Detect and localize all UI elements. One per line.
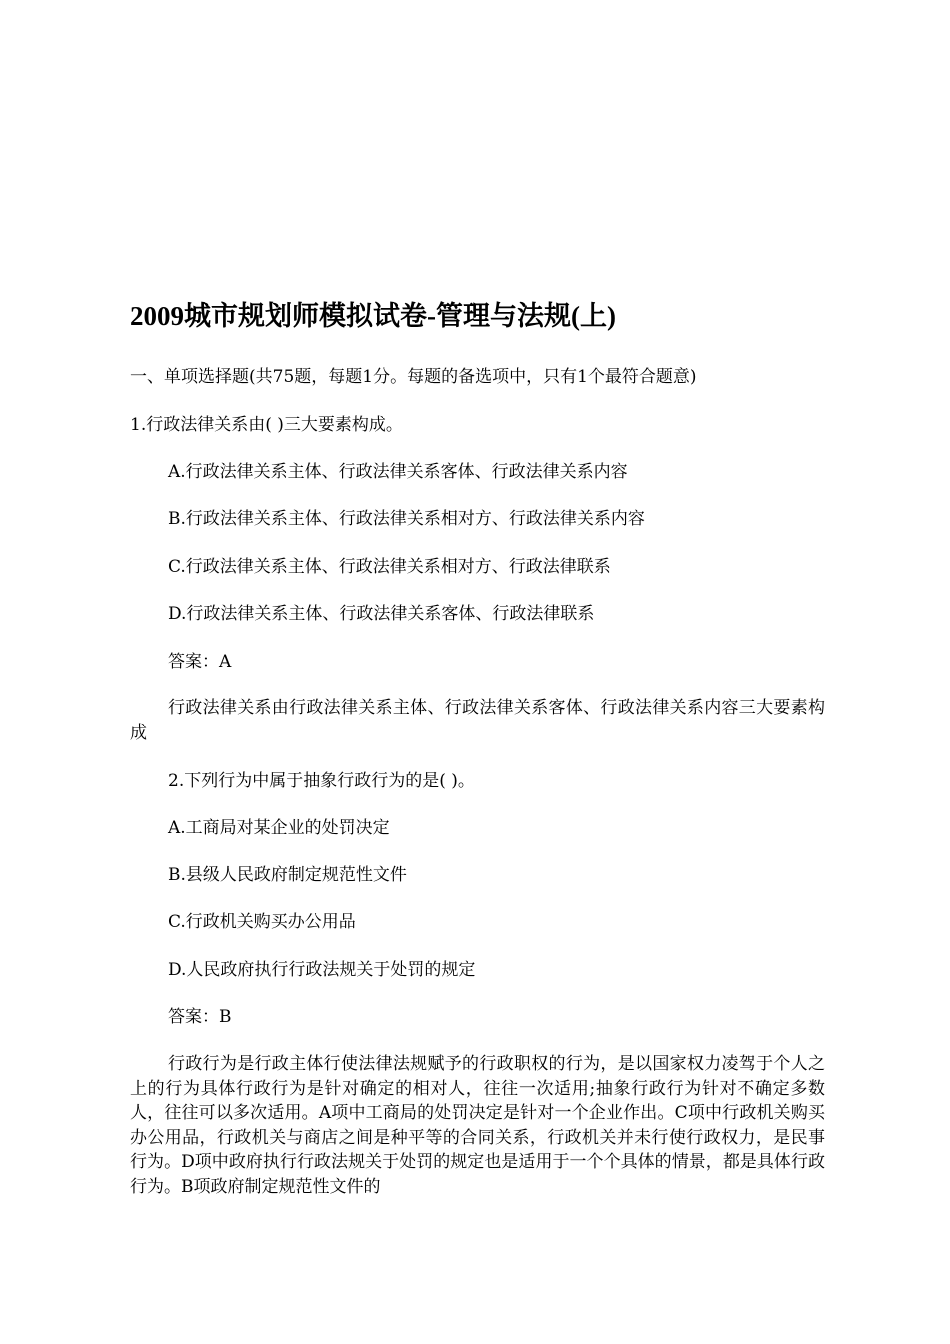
question-1-option-c: C.行政法律关系主体、行政法律关系相对方、行政法律联系 [168, 557, 611, 577]
question-1-option-d: D.行政法律关系主体、行政法律关系客体、行政法律联系 [168, 604, 595, 624]
question-1-option-b: B.行政法律关系主体、行政法律关系相对方、行政法律关系内容 [168, 509, 645, 529]
question-2-option-c: C.行政机关购买办公用品 [168, 912, 356, 932]
question-2-option-b: B.县级人民政府制定规范性文件 [168, 865, 407, 885]
document-title: 2009城市规划师模拟试卷-管理与法规(上) [130, 301, 616, 331]
question-1-stem: 1.行政法律关系由( )三大要素构成。 [130, 415, 403, 435]
question-2-option-d: D.人民政府执行行政法规关于处罚的规定 [168, 960, 476, 980]
question-2-stem: 2.下列行为中属于抽象行政行为的是( )。 [168, 771, 475, 791]
question-1-explanation: 行政法律关系由行政法律关系主体、行政法律关系客体、行政法律关系内容三大要素构成 [130, 698, 825, 743]
question-2-answer: 答案：B [168, 1007, 232, 1027]
question-2-explanation: 行政行为是行政主体行使法律法规赋予的行政职权的行为，是以国家权力凌驾于个人之上的行为具体行政行为是针对确定的相对人，往往一次适用;抽象行政行为针对不确定多数人，往往可以多次适用。A项中工商局的处罚决定是针对一个企业作出。C项中行政机关购买办公用品，行政机关与商店之间是种平等的合同关系，行政机关并未行使行政权力，是民事行为。D项中政府执行行政法规关于处罚的规定也是适用于一个个具体的情景，都是具体行政行为。B项政府制定规范性文件的 [130, 1054, 825, 1197]
question-2-option-a: A.工商局对某企业的处罚决定 [168, 818, 390, 838]
question-1-option-a: A.行政法律关系主体、行政法律关系客体、行政法律关系内容 [168, 462, 628, 482]
section-heading: 一、单项选择题(共75题，每题1分。每题的备选项中，只有1个最符合题意) [130, 367, 697, 387]
question-1-answer: 答案：A [168, 652, 232, 672]
